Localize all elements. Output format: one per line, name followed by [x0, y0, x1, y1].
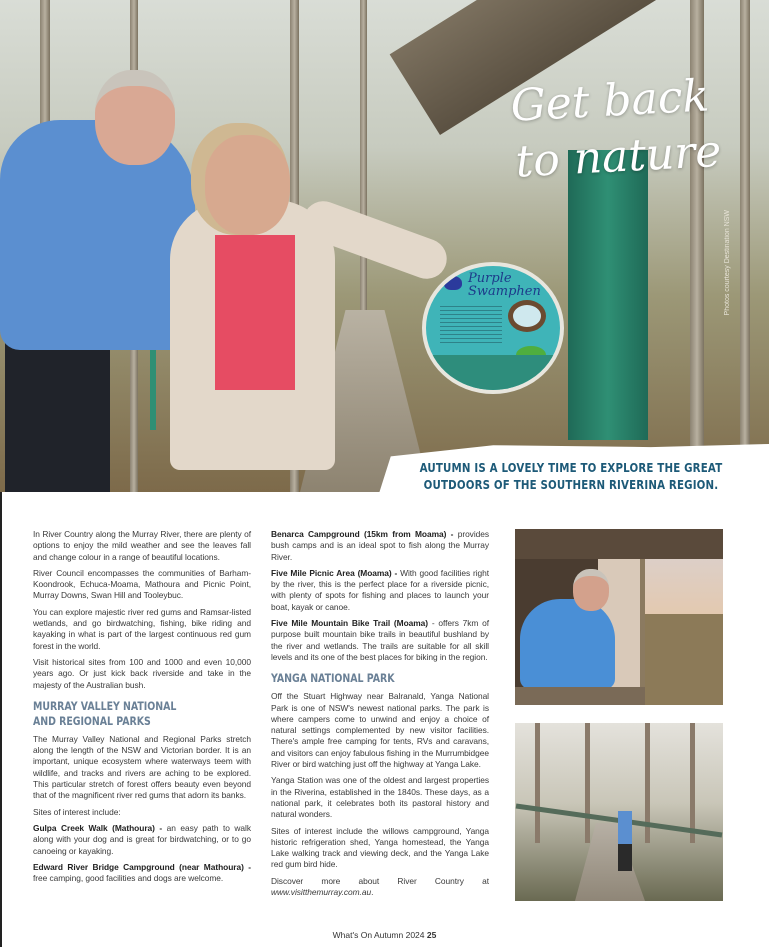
- site-item: [271, 618, 489, 663]
- paragraph: You can explore majestic river red gums and Ramsar-listed wetlands, and go birdwatching, fishing, bike riding and kayaking in what is part of the largest continuous red gum forest in the world.: [33, 606, 251, 651]
- site-desc: - offers 7km of purpose built mountain bike trails in beautiful bushland by the river and wetlands. The trails are suitable for all skill levels and its one of the best places for biking in the region.: [271, 618, 490, 662]
- paragraph: Off the Stuart Highway near Balranald, Yanga National Park is one of NSW's newest national parks. The park is where campers come to unwind and enjoy a choice of natural settings complemented by new visitor facilities. There's ample free camping for tents, RVs and caravans, and visitors can enjoy fabulous fishing in the Murrumbidgee River or bird watching just off the highway at Yanga Lake.: [271, 691, 489, 770]
- site-name: Edward River Bridge Campground (near Mathoura) -: [33, 861, 251, 872]
- photo-credit: Photos courtesy Destination NSW: [724, 210, 731, 316]
- site-desc: an easy path to walk along with your dog and is great for birdwatching, or to go canoeing or kayaking.: [33, 822, 251, 856]
- site-desc: provides bush camps and is an ideal spot to fish along the Murray River.: [271, 529, 489, 562]
- section-heading: [33, 699, 212, 729]
- man-figure: [5, 330, 110, 492]
- site-desc: free camping, good facilities and dogs are welcome.: [33, 873, 224, 884]
- site-name: Five Mile Picnic Area (Moama) -: [271, 567, 398, 578]
- publication-name: What's On Autumn 2024: [332, 930, 427, 940]
- page-number: 25: [426, 930, 437, 940]
- heading-line: MURRAY VALLEY NATIONAL: [33, 698, 177, 713]
- photo-roof: [515, 529, 723, 559]
- paragraph: Sites of interest include:: [33, 806, 121, 817]
- section-heading: YANGA NATIONAL PARK: [271, 671, 395, 686]
- sign-title: Purple Swamphen: [468, 271, 541, 299]
- man-figure: [520, 599, 615, 689]
- swamphen-icon: [444, 276, 462, 290]
- paragraph: [271, 876, 489, 899]
- site-name: Five Mile Mountain Bike Trail (Moama): [271, 618, 429, 629]
- photo-man-birdhide: [515, 529, 723, 705]
- woman-figure: [205, 135, 290, 235]
- photo-boardwalk: [515, 723, 723, 901]
- interpretive-sign: [422, 262, 564, 394]
- man-figure: [573, 569, 609, 611]
- site-item: [33, 862, 251, 885]
- page-footer: [0, 930, 769, 941]
- site-item: [271, 529, 489, 563]
- hero-title-line1: Get back: [509, 70, 711, 132]
- man-figure: [0, 120, 195, 350]
- site-item: [33, 823, 251, 857]
- hero-title-line2: to nature: [514, 125, 723, 188]
- tree-trunk: [585, 723, 590, 843]
- site-item: [271, 568, 489, 613]
- paragraph: The Murray Valley National and Regional Parks stretch along the length of the NSW and Victorian border. It is an important, unique ecosystem where waterways teem with wildlife, and tracks and rivers are aching to be explored. This particular stretch of forest offers beauty even beyond that of the magnificent river red gums that adorn its banks.: [33, 733, 251, 801]
- tree-trunk: [690, 723, 695, 843]
- column-left: [33, 529, 251, 889]
- paragraph: River Council encompasses the communities of Barham-Koondrook, Echuca-Moama, Mathoura and Picnic Point, Murray Downs, Swan Hill and Tooleybuc.: [33, 567, 251, 601]
- heading-line: AND REGIONAL PARKS: [33, 713, 151, 728]
- paragraph-text: Discover more about River Country at: [271, 875, 489, 886]
- woman-figure: [215, 235, 295, 390]
- sign-ground: [426, 355, 560, 390]
- paragraph: Yanga Station was one of the oldest and largest properties in the Riverina, established in the 1840s. These days, as a national park, it celebrates both its pastoral history and natural wonders.: [271, 775, 489, 820]
- paragraph-text: .: [371, 887, 374, 898]
- man-figure: [618, 811, 632, 871]
- column-middle: [271, 529, 489, 903]
- site-name: Benarca Campground (15km from Moama) -: [271, 529, 454, 539]
- nest-icon: [508, 300, 546, 332]
- sign-text: [440, 306, 502, 346]
- photo-wetland: [645, 614, 723, 705]
- paragraph: In River Country along the Murray River, there are plenty of options to enjoy the mild weather and see the leaves fall and change colour in a range of beautiful locations.: [33, 529, 251, 562]
- paragraph: Sites of interest include the willows campground, Yanga historic refrigeration shed, Yanga homestead, the Yanga Lake walking track and viewing deck, and the Yanga Lake red gum bird hide.: [271, 825, 489, 870]
- green-post: [568, 150, 648, 440]
- photo-ledge: [515, 687, 645, 705]
- paragraph: Visit historical sites from 100 and 1000 and even 10,000 years ago. Or just kick back riverside and take in the majesty of the Australian bush.: [33, 656, 251, 690]
- tree-trunk: [535, 723, 540, 843]
- site-name: Gulpa Creek Walk (Mathoura) -: [33, 822, 163, 833]
- hero-title: [509, 65, 769, 190]
- site-desc: With good facilities right by the river, this is the perfect place for a riverside picnic, with plenty of spots for fishing and places to launch your boat, kayak or canoe.: [271, 567, 489, 612]
- man-figure: [95, 70, 175, 165]
- banner-text: AUTUMN IS A LOVELY TIME TO EXPLORE THE GREAT OUTDOORS OF THE SOUTHERN RIVERINA REGION.: [419, 460, 723, 492]
- website-link[interactable]: www.visitthemurray.com.au: [271, 887, 372, 898]
